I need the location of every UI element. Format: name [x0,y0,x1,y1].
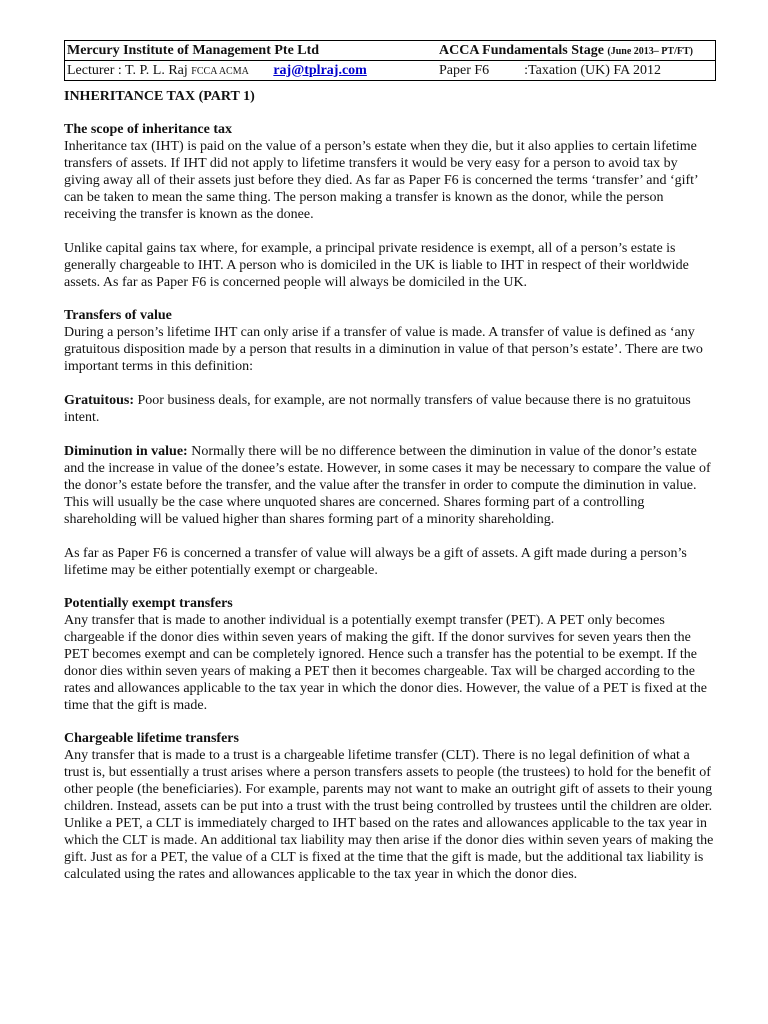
paragraph-gratuitous [64,392,716,426]
paragraph-clt: Any transfer that is made to a trust is a chargeable lifetime transfer (CLT). There is no legal definition of what a trust is, but essentially a trust arises where a person transfers assets to people (the trustees) to hold for the benefit of other people (the beneficiaries). For example, parents may not want to make an outright gift of assets to their young children. Instead, assets can be put into a trust with the trust being controlled by trustees until the children are older. Unlike a PET, a CLT is immediately charged to IHT based on the rates and allowances applicable to the tax year in which the CLT is made. An additional tax liability may then arise if the donor dies within seven years of making the gift. Just as for a PET, the value of a CLT is fixed at the time that the gift is made, but the additional tax liability is calculated using the rates and allowances applicable to the tax year in which the donor dies. [64,748,714,882]
course-session: (June 2013– PT/FT) [607,45,693,57]
paragraph-pet: Any transfer that is made to another individual is a potentially exempt transfer (PET). A PET only becomes chargeable if the donor dies within seven years of making the gift. If the donor survives for seven years then the PET becomes exempt and can be completely ignored. Hence such a transfer has the potential to be exempt. If the donor dies within seven years of making a PET then it becomes chargeable. Tax will be charged according to the rates and allowances applicable to the tax year in which the donor dies. However, the value of a PET is fixed at the time that the gift is made. [64,613,707,713]
term-gratuitous: Gratuitous: [64,393,134,408]
paper-code: Paper F6 [439,63,490,78]
document-page [64,40,716,883]
course-info [439,42,693,60]
header-row-1 [65,41,715,60]
lecturer-info [67,62,439,80]
definition-gratuitous: Poor business deals, for example, are not normally transfers of value because there is no gratuitous intent. [64,393,691,425]
lecturer-qualifications: FCCA ACMA [191,65,249,77]
section-heading-transfers: Transfers of value [64,308,172,323]
section-heading-scope: The scope of inheritance tax [64,122,232,137]
document-title: INHERITANCE TAX (PART 1) [64,89,255,104]
institute-name: Mercury Institute of Management Pte Ltd [67,43,320,58]
lecturer-name: Lecturer : T. P. L. Raj [67,62,188,78]
paragraph-transfers-2: As far as Paper F6 is concerned a transfer of value will always be a gift of assets. A gift made during a person’s lifetime may be either potentially exempt or chargeable. [64,546,687,578]
paragraph-scope-2: Unlike capital gains tax where, for example, a principal private residence is exempt, all of a person’s estate is generally chargeable to IHT. A person who is domiciled in the UK is liable to IHT in respect of their worldwide assets. As far as Paper F6 is concerned people will always be domiciled in the UK. [64,241,689,290]
paragraph-diminution [64,443,716,528]
section-heading-pet: Potentially exempt transfers [64,596,233,611]
email-link[interactable]: raj@tplraj.com [273,62,367,78]
course-name: ACCA Fundamentals Stage [439,42,604,58]
paper-subject: :Taxation (UK) FA 2012 [524,63,661,78]
header-box [64,40,716,81]
paragraph-transfers-1: During a person’s lifetime IHT can only arise if a transfer of value is made. A transfer of value is defined as ‘any gratuitous disposition made by a person that results in a diminution in value of that person’s estate’. There are two important terms in this definition: [64,325,703,374]
paragraph-scope-1: Inheritance tax (IHT) is paid on the value of a person’s estate when they die, but it also applies to certain lifetime transfers of assets. If IHT did not apply to lifetime transfers it would be very easy for a person to avoid tax by giving away all of their assets just before they died. As far as Paper F6 is concerned the terms ‘transfer’ and ‘gift’ can be taken to mean the same thing. The person making a transfer is known as the donor, while the person receiving the transfer is known as the donee. [64,139,698,222]
paper-info [439,62,661,79]
header-row-2 [65,60,715,80]
term-diminution: Diminution in value: [64,444,188,459]
definition-diminution: Normally there will be no difference between the diminution in value of the donor’s estate and the increase in value of the donee’s estate. However, in some cases it may be necessary to compare the value of the donor’s estate before the transfer, and the value after the transfer in order to compute the diminution in value. This will usually be the case where unquoted shares are concerned. Shares forming part of a controlling shareholding will be valued higher than shares forming part of a minority shareholding. [64,444,711,527]
section-heading-clt: Chargeable lifetime transfers [64,731,239,746]
